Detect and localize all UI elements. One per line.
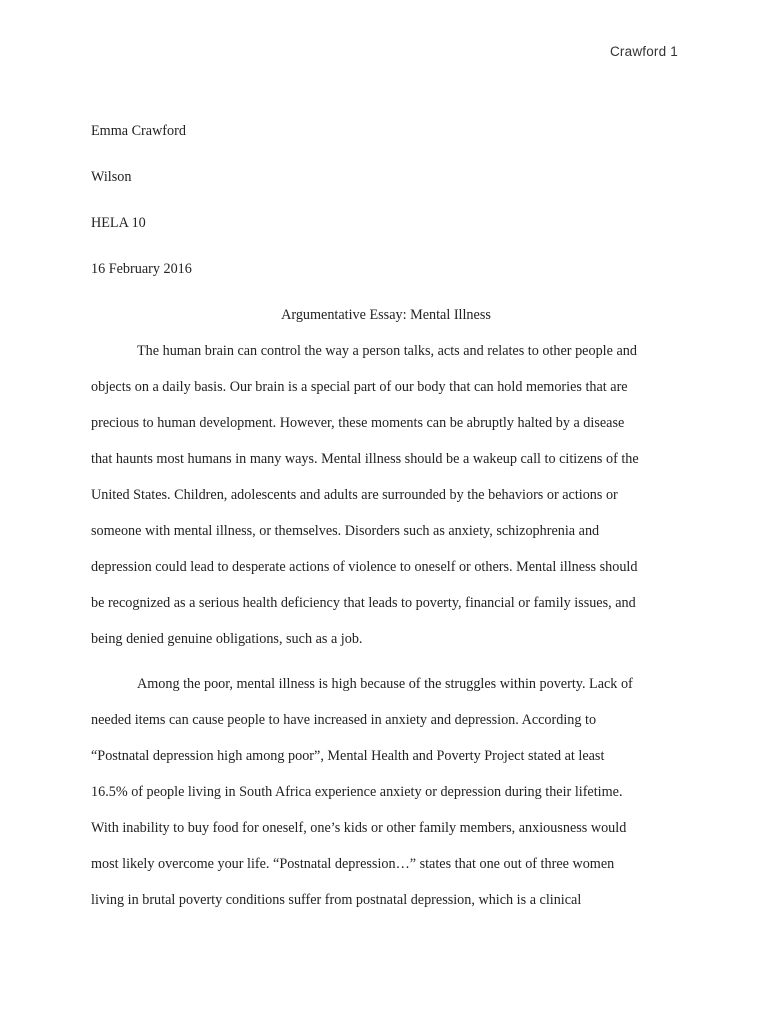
paragraph-line: someone with mental illness, or themselves. Disorders such as anxiety, schizophrenia and xyxy=(91,523,600,539)
document-body xyxy=(91,120,681,934)
paragraph-line: being denied genuine obligations, such as a job. xyxy=(91,631,363,647)
paragraph-2 xyxy=(91,673,681,925)
course-name: HELA 10 xyxy=(91,215,146,231)
paragraph-line: living in brutal poverty conditions suffer from postnatal depression, which is a clinical xyxy=(91,892,582,908)
paragraph-line: depression could lead to desperate actions of violence to oneself or others. Mental illness should xyxy=(91,559,638,575)
paragraph-line: be recognized as a serious health deficiency that leads to poverty, financial or family issues, and xyxy=(91,595,636,611)
essay-date: 16 February 2016 xyxy=(91,261,192,277)
running-head: Crawford 1 xyxy=(609,44,678,59)
paragraph-line: needed items can cause people to have increased in anxiety and depression. According to xyxy=(91,712,597,728)
instructor-name: Wilson xyxy=(91,169,132,185)
paragraph-line: 16.5% of people living in South Africa experience anxiety or depression during their lifetime. xyxy=(91,784,623,800)
paragraph-line: objects on a daily basis. Our brain is a special part of our body that can hold memories that are xyxy=(91,379,628,395)
essay-title: Argumentative Essay: Mental Illness xyxy=(281,307,491,323)
paragraph-line: “Postnatal depression high among poor”, Mental Health and Poverty Project stated at least xyxy=(91,748,605,764)
paragraph-line: With inability to buy food for oneself, one’s kids or other family members, anxiousness would xyxy=(91,820,627,836)
paragraph-line: precious to human development. However, these moments can be abruptly halted by a disease xyxy=(91,415,625,431)
paragraph-line: Among the poor, mental illness is high because of the struggles within poverty. Lack of xyxy=(137,676,633,692)
paragraph-line: United States. Children, adolescents and adults are surrounded by the behaviors or actions or xyxy=(91,487,618,503)
paragraph-1 xyxy=(91,340,681,664)
paragraph-line: that haunts most humans in many ways. Mental illness should be a wakeup call to citizens of the xyxy=(91,451,639,467)
student-name: Emma Crawford xyxy=(91,123,186,139)
paragraph-line: most likely overcome your life. “Postnatal depression…” states that one out of three women xyxy=(91,856,615,872)
paragraph-line: The human brain can control the way a person talks, acts and relates to other people and xyxy=(137,343,637,359)
